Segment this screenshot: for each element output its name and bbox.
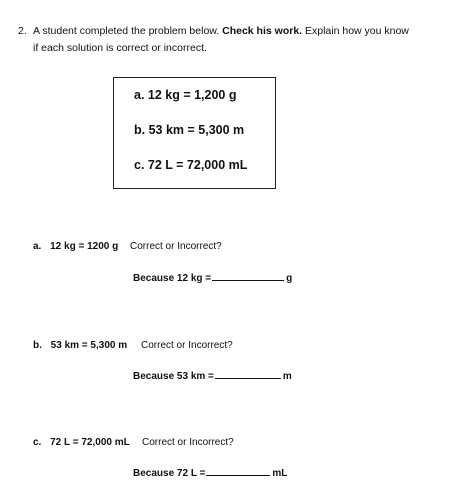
question-instruction-line1 (33, 25, 409, 37)
part-a-because: Because 12 kg = (133, 273, 212, 284)
part-b-because-line (133, 369, 292, 382)
part-c-prompt: Correct or Incorrect? (142, 437, 234, 448)
part-a-answer-blank[interactable] (212, 271, 284, 281)
part-a-because-line (133, 271, 292, 284)
part-b-answer-blank[interactable] (215, 369, 281, 379)
instruction-rest-text: Explain how you know (305, 25, 409, 37)
student-work-box (113, 77, 276, 189)
question-instruction-line2: if each solution is correct or incorrect. (33, 42, 207, 54)
student-work-item-b: b. 53 km = 5,300 m (134, 123, 245, 137)
instruction-bold-text: Check his work. (222, 25, 303, 37)
part-a-prompt: Correct or Incorrect? (130, 241, 222, 252)
part-b-label (33, 340, 127, 351)
part-c-because-line (133, 466, 287, 479)
part-a-letter: a. (33, 241, 42, 252)
part-c-equation: 72 L = 72,000 mL (50, 437, 130, 448)
part-a-equation: 12 kg = 1200 g (50, 241, 119, 252)
part-c-label (33, 437, 130, 448)
part-c-letter: c. (33, 437, 42, 448)
part-c-because: Because 72 L = (133, 468, 206, 479)
part-b-letter: b. (33, 340, 42, 351)
part-b-equation: 53 km = 5,300 m (50, 340, 128, 351)
part-a-unit: g (286, 273, 293, 284)
part-b-because: Because 53 km = (133, 371, 214, 382)
part-c-answer-blank[interactable] (206, 466, 270, 476)
part-b-unit: m (282, 371, 292, 382)
part-b-prompt: Correct or Incorrect? (141, 340, 233, 351)
student-work-item-a: a. 12 kg = 1,200 g (134, 88, 237, 102)
student-work-item-c: c. 72 L = 72,000 mL (134, 158, 248, 172)
instruction-text: A student completed the problem below. (33, 25, 220, 37)
part-a-label (33, 241, 118, 252)
question-number: 2. (18, 25, 27, 37)
part-c-unit: mL (272, 468, 288, 479)
